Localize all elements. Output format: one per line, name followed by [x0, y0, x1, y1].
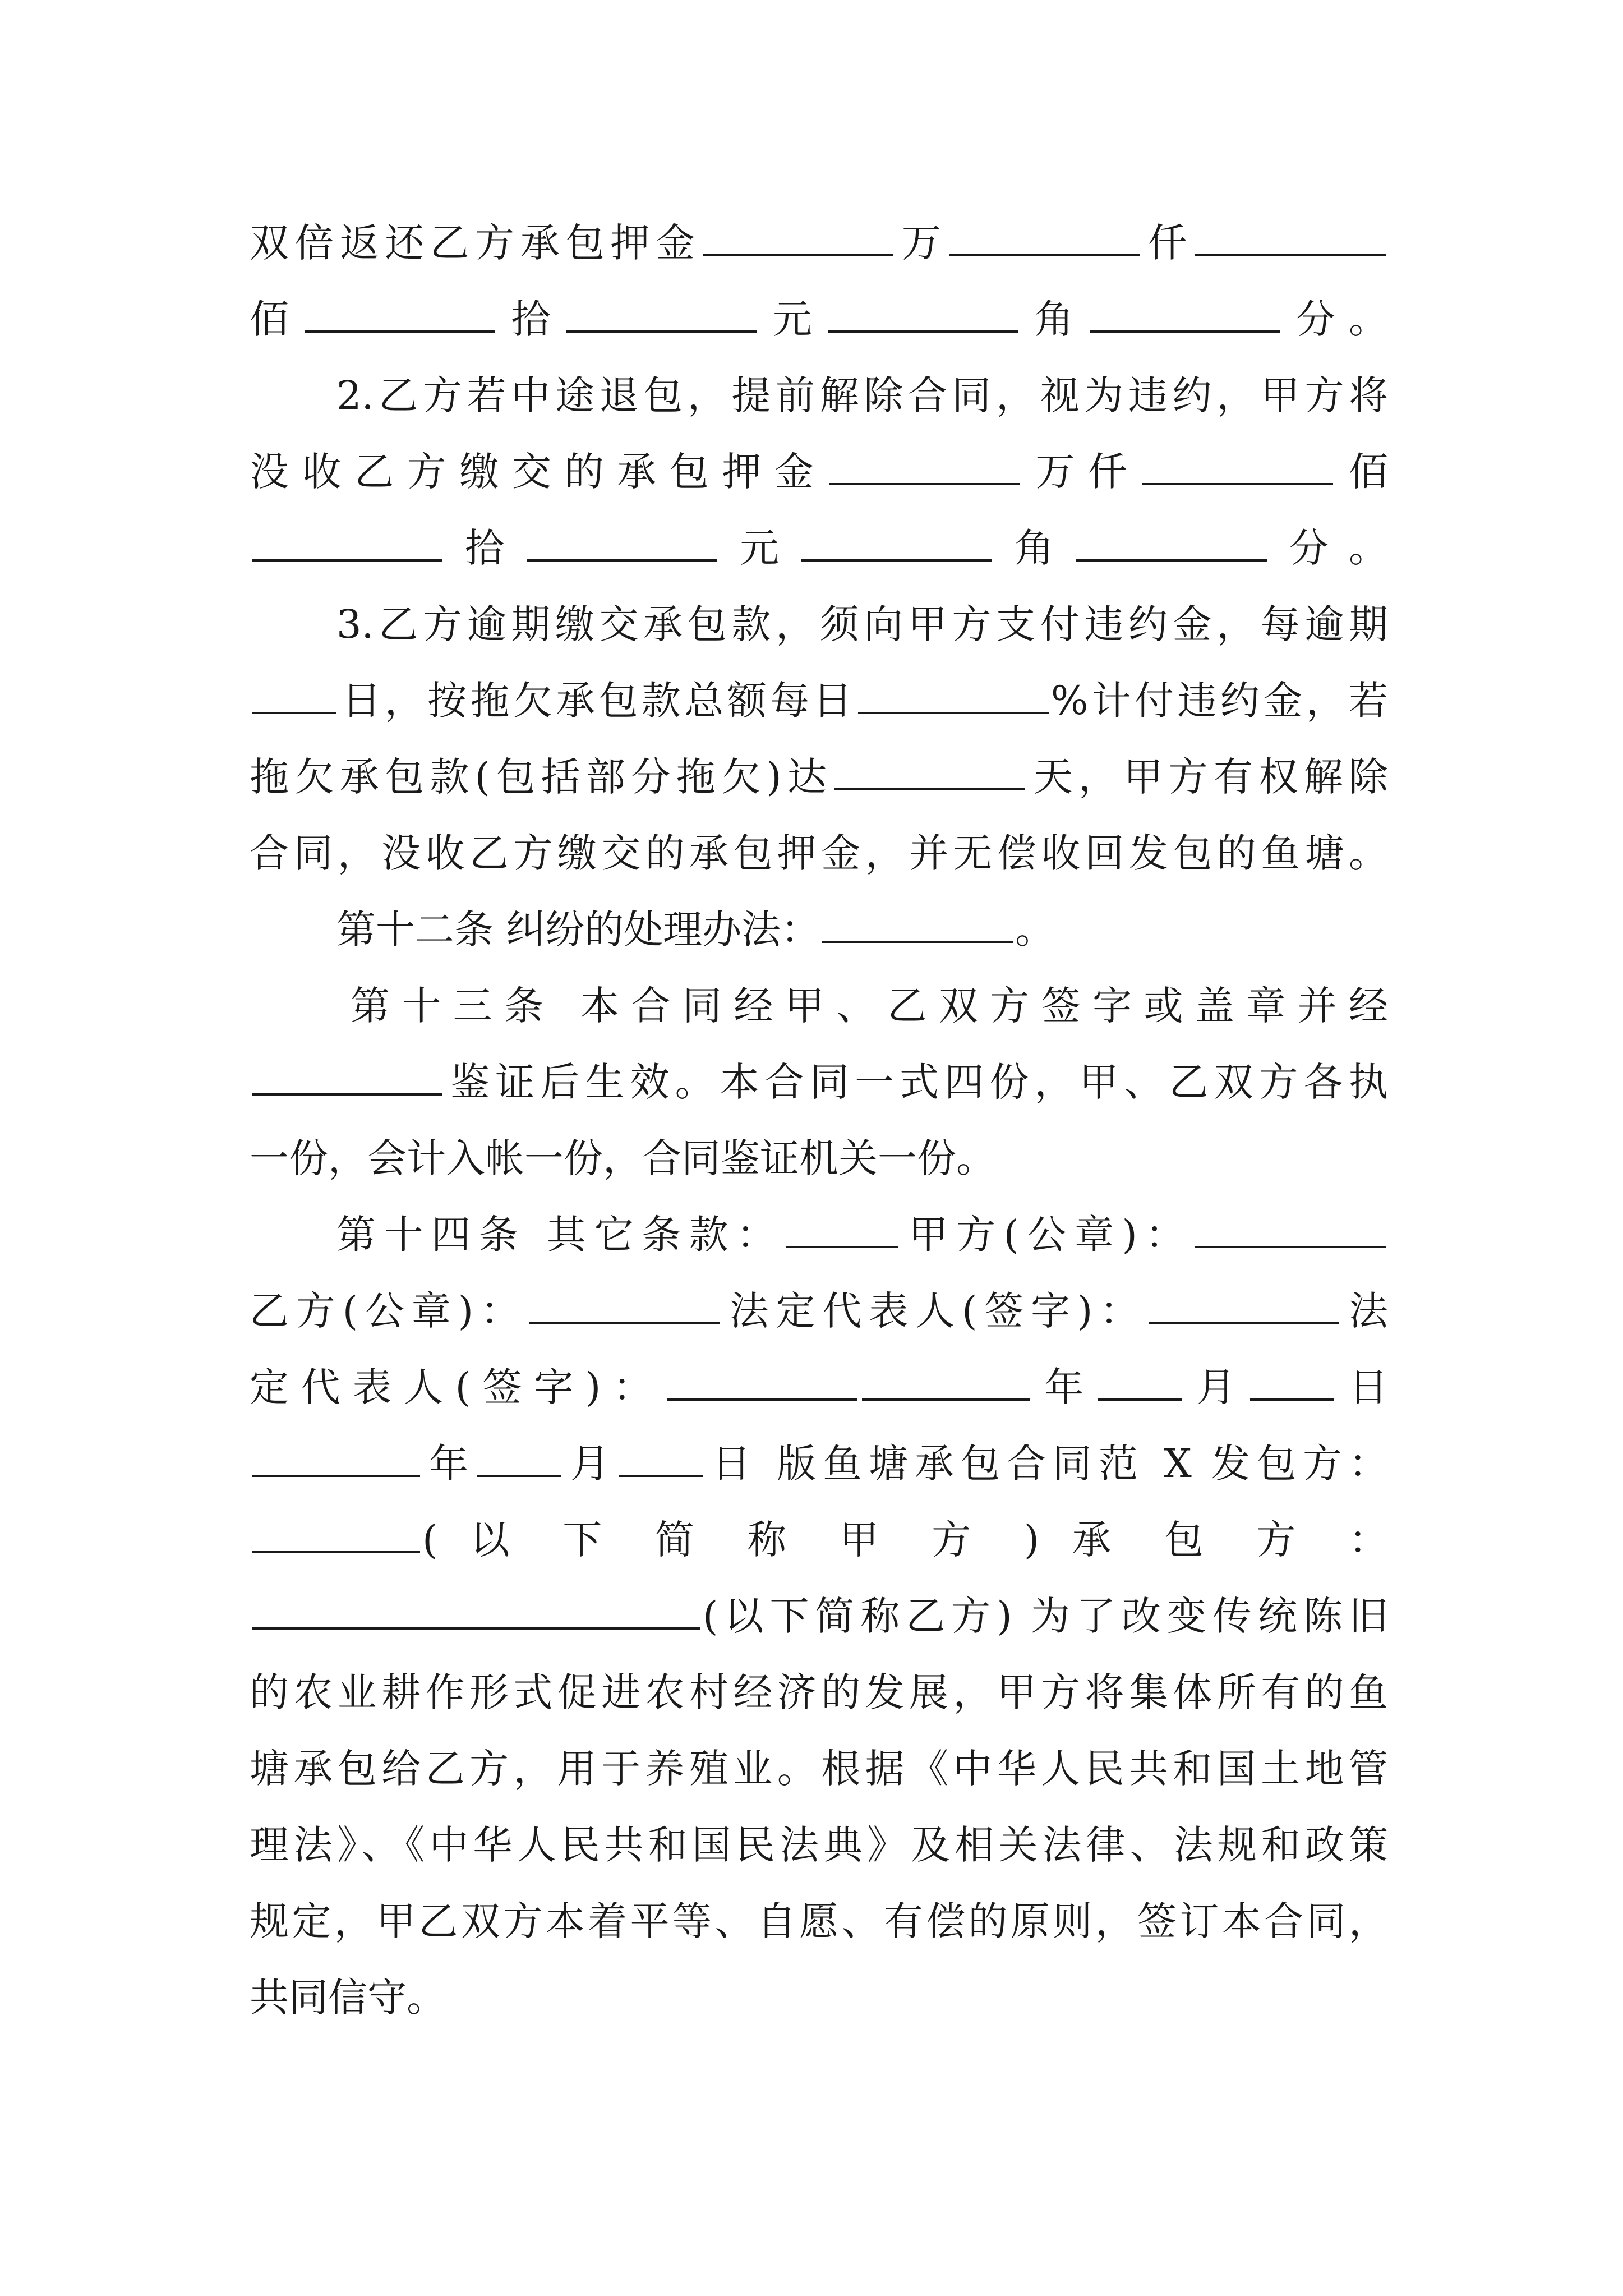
text-segment: 元	[720, 525, 799, 571]
text-segment: 日，按拖欠承包款总额每日	[338, 678, 856, 724]
text-segment: 佰	[1335, 449, 1389, 495]
fill-in-blank	[1098, 1364, 1182, 1401]
text-line	[250, 667, 1388, 734]
text-segment: 一份，会计入帐一份，合同鉴证机关一份。	[250, 1135, 995, 1181]
text-line	[336, 362, 1388, 429]
fill-in-blank	[252, 1440, 420, 1477]
fill-in-blank	[801, 524, 992, 562]
fill-in-blank	[829, 448, 1020, 485]
text-line	[351, 972, 1388, 1039]
text-line	[250, 1964, 1388, 2031]
text-line	[250, 1582, 1388, 1650]
text-segment: 第十二条 纠纷的处理办法：	[336, 907, 820, 953]
fill-in-blank	[667, 1364, 857, 1401]
text-segment: %计付违约金，若	[1050, 678, 1389, 724]
text-line	[250, 209, 1388, 277]
text-segment: 拾	[445, 525, 524, 571]
text-line	[250, 1277, 1388, 1345]
fill-in-blank	[949, 219, 1140, 256]
text-segment: 万	[896, 220, 947, 266]
text-segment: 规定，甲乙双方本着平等、自愿、有偿的原则，签订本合同，	[250, 1898, 1388, 1944]
fill-in-blank	[1250, 1364, 1334, 1401]
text-segment: ( 以 下 简 称 甲 方 ) 承 包 方 ：	[422, 1517, 1388, 1563]
text-line	[336, 1201, 1388, 1268]
text-segment: 年	[1032, 1364, 1096, 1410]
fill-in-blank	[252, 1593, 700, 1630]
text-segment: 共同信守。	[250, 1975, 446, 2021]
text-line	[336, 896, 1388, 963]
fill-in-blank	[619, 1440, 703, 1477]
fill-in-blank	[1142, 448, 1333, 485]
fill-in-blank	[786, 1211, 898, 1248]
fill-in-blank	[566, 296, 757, 333]
text-segment: 角	[1021, 296, 1087, 342]
fill-in-blank	[529, 1287, 720, 1324]
text-segment: 第十三条 本合同经甲、乙双方签字或盖章并经	[351, 983, 1388, 1029]
text-segment: 合同，没收乙方缴交的承包押金，并无偿收回发包的鱼塘。	[250, 830, 1388, 876]
fill-in-blank	[1195, 219, 1386, 256]
text-line	[250, 1354, 1388, 1421]
text-line	[250, 438, 1388, 505]
fill-in-blank	[822, 906, 1013, 943]
fill-in-blank	[828, 296, 1018, 333]
text-segment: 鉴证后生效。本合同一式四份，甲、乙双方各执	[445, 1059, 1388, 1105]
text-segment: 没收乙方缴交的承包押金	[250, 449, 827, 495]
text-line	[250, 514, 1388, 582]
text-line	[336, 591, 1388, 658]
fill-in-blank	[527, 524, 717, 562]
text-line	[250, 1659, 1388, 1726]
text-segment: 塘承包给乙方，用于养殖业。根据《中华人民共和国土地管	[250, 1746, 1388, 1792]
fill-in-blank	[252, 1516, 420, 1553]
text-line	[250, 1888, 1388, 1955]
text-line	[250, 1811, 1388, 1879]
fill-in-blank	[252, 677, 336, 714]
fill-in-blank	[862, 1364, 1030, 1401]
text-segment: 角	[994, 525, 1074, 571]
text-segment: 法	[1341, 1288, 1389, 1334]
text-line	[250, 1506, 1388, 1573]
text-segment: 天，甲方有权解除	[1027, 754, 1388, 800]
text-segment: 乙方(公章)：	[250, 1288, 527, 1334]
text-segment: 分。	[1282, 296, 1389, 342]
text-segment: 月	[1184, 1364, 1248, 1410]
text-line	[250, 1048, 1388, 1116]
fill-in-blank	[1195, 1211, 1386, 1248]
fill-in-blank	[1149, 1287, 1339, 1324]
fill-in-blank	[703, 219, 893, 256]
text-segment: 双倍返还乙方承包押金	[250, 220, 701, 266]
text-segment: 的农业耕作形式促进农村经济的发展，甲方将集体所有的鱼	[250, 1669, 1388, 1715]
text-segment: 甲方(公章)：	[900, 1212, 1193, 1258]
text-segment: 3.乙方逾期缴交承包款，须向甲方支付违约金，每逾期	[336, 601, 1388, 647]
text-line	[250, 743, 1388, 811]
text-segment: 年	[422, 1441, 475, 1487]
text-line	[250, 1430, 1388, 1497]
text-segment: 分。	[1269, 525, 1388, 571]
text-segment: 拾	[497, 296, 564, 342]
fill-in-blank	[305, 296, 495, 333]
text-segment: 日 版鱼塘承包合同范 X 发包方：	[704, 1441, 1389, 1487]
fill-in-blank	[477, 1440, 561, 1477]
text-segment: 拖欠承包款(包括部分拖欠)达	[250, 754, 833, 800]
text-segment: 理法》、《中华人民共和国民法典》及相关法律、法规和政策	[250, 1822, 1388, 1868]
text-segment: 第十四条 其它条款：	[336, 1212, 784, 1258]
text-segment: 万仟	[1022, 449, 1141, 495]
fill-in-blank	[834, 753, 1025, 790]
fill-in-blank	[858, 677, 1049, 714]
fill-in-blank	[252, 1059, 442, 1096]
text-segment: 日	[1336, 1364, 1389, 1410]
fill-in-blank	[252, 524, 442, 562]
text-segment: 仟	[1142, 220, 1193, 266]
text-line	[250, 820, 1388, 887]
text-segment: 2.乙方若中途退包，提前解除合同，视为违约，甲方将	[336, 372, 1388, 418]
text-line	[250, 286, 1388, 353]
text-segment: 元	[759, 296, 826, 342]
text-segment: 佰	[250, 296, 303, 342]
text-segment: 。	[1015, 907, 1055, 953]
text-segment: (以下简称乙方) 为了改变传统陈旧	[703, 1593, 1388, 1639]
text-line	[250, 1125, 1388, 1192]
text-segment: 定代表人(签字)：	[250, 1364, 665, 1410]
text-segment: 月	[563, 1441, 616, 1487]
text-segment: 法定代表人(签字)：	[722, 1288, 1147, 1334]
text-line	[250, 1735, 1388, 1802]
fill-in-blank	[1090, 296, 1280, 333]
fill-in-blank	[1076, 524, 1267, 562]
